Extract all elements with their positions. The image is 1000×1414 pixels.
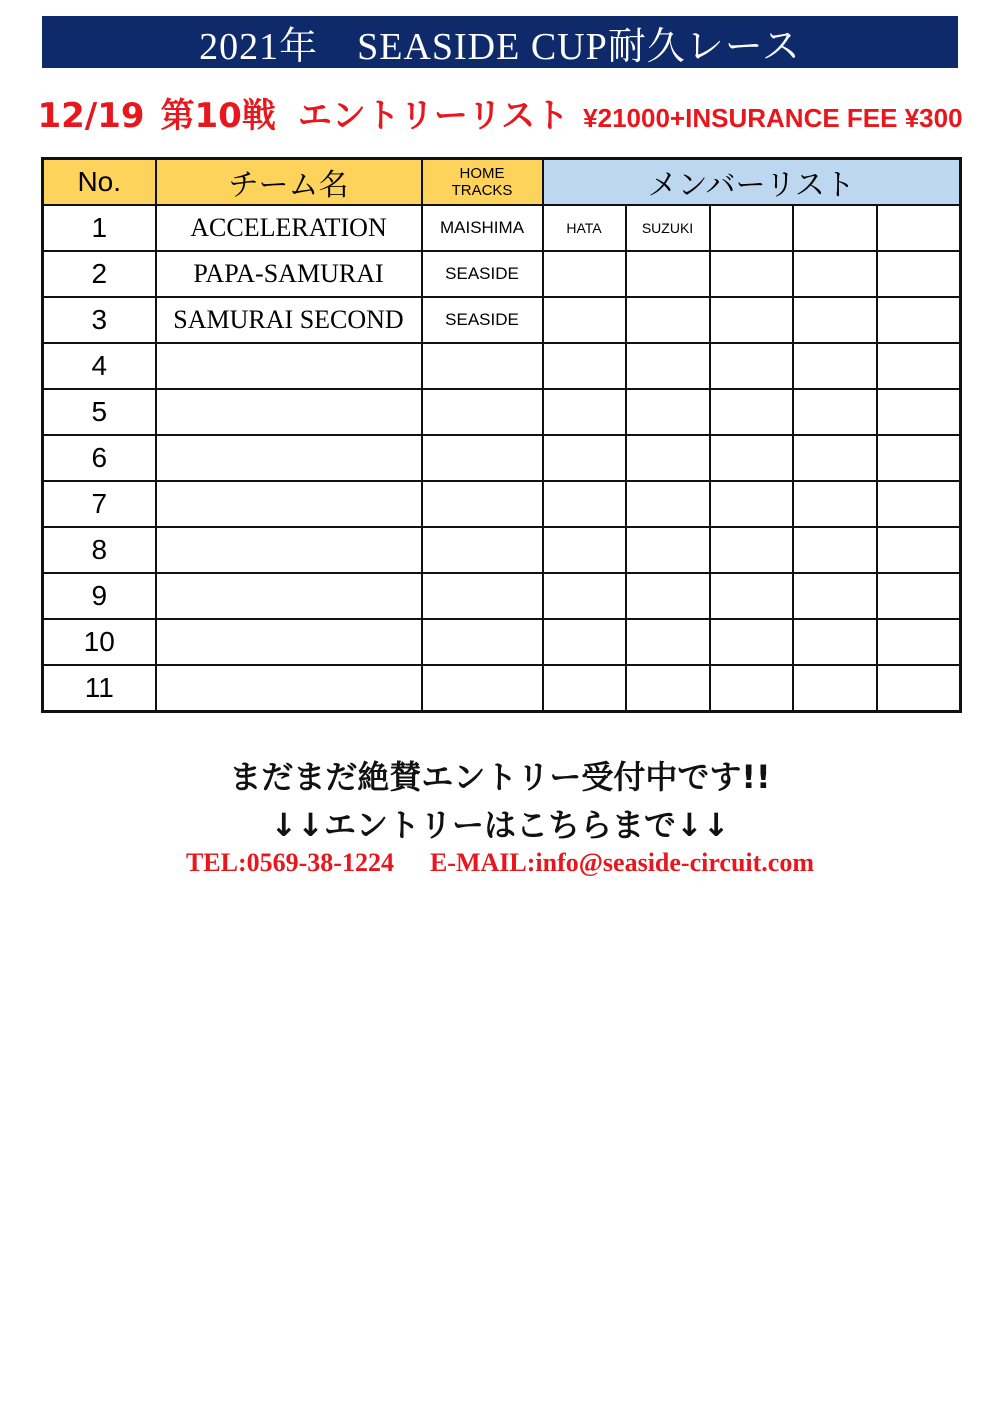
team-name-cell xyxy=(156,481,422,527)
table-row xyxy=(43,619,961,665)
team-name-cell: PAPA-SAMURAI xyxy=(156,251,422,297)
home-track-cell xyxy=(422,343,543,389)
member-cell-1 xyxy=(543,619,626,665)
member-cell-2 xyxy=(626,435,710,481)
row-number: 11 xyxy=(43,665,156,712)
member-cell-3 xyxy=(710,665,793,712)
member-cell-5 xyxy=(877,665,961,712)
member-cell-1 xyxy=(543,343,626,389)
member-cell-1 xyxy=(543,389,626,435)
member-cell-5 xyxy=(877,527,961,573)
header-home-tracks xyxy=(422,159,543,206)
home-track-cell xyxy=(422,435,543,481)
member-cell-5 xyxy=(877,389,961,435)
member-cell-5 xyxy=(877,343,961,389)
member-cell-2 xyxy=(626,619,710,665)
member-cell-5 xyxy=(877,251,961,297)
row-number: 7 xyxy=(43,481,156,527)
member-cell-4 xyxy=(793,297,877,343)
race-date: 12/19 xyxy=(37,96,145,136)
member-cell-2: SUZUKI xyxy=(626,205,710,251)
entry-direction: ↓↓エントリーはこちらまで↓↓ xyxy=(270,806,730,844)
table-row xyxy=(43,297,961,343)
table-row xyxy=(43,343,961,389)
team-name-cell xyxy=(156,343,422,389)
entry-list-table xyxy=(41,157,962,713)
member-cell-1 xyxy=(543,527,626,573)
home-track-cell: SEASIDE xyxy=(422,297,543,343)
member-cell-5 xyxy=(877,619,961,665)
contact-info xyxy=(0,848,1000,878)
member-cell-2 xyxy=(626,343,710,389)
team-name-cell xyxy=(156,527,422,573)
home-track-cell: MAISHIMA xyxy=(422,205,543,251)
member-cell-1: HATA xyxy=(543,205,626,251)
member-cell-1 xyxy=(543,435,626,481)
contact-tel: TEL:0569-38-1224 xyxy=(185,848,394,877)
member-cell-1 xyxy=(543,251,626,297)
team-name-cell xyxy=(156,435,422,481)
member-cell-2 xyxy=(626,251,710,297)
home-track-cell xyxy=(422,481,543,527)
row-number: 1 xyxy=(43,205,156,251)
row-number: 8 xyxy=(43,527,156,573)
event-title: 2021年 SEASIDE CUP耐久レース xyxy=(199,25,801,68)
table-row xyxy=(43,527,961,573)
member-cell-2 xyxy=(626,527,710,573)
home-track-cell: SEASIDE xyxy=(422,251,543,297)
member-cell-3 xyxy=(710,251,793,297)
member-cell-1 xyxy=(543,297,626,343)
team-name-cell xyxy=(156,619,422,665)
member-cell-3 xyxy=(710,205,793,251)
header-team-name: チーム名 xyxy=(156,159,422,206)
table-row xyxy=(43,665,961,712)
member-cell-2 xyxy=(626,665,710,712)
entry-fee: ¥21000+INSURANCE FEE ¥300 xyxy=(583,103,963,133)
event-title-banner xyxy=(42,16,958,68)
member-cell-3 xyxy=(710,481,793,527)
member-cell-2 xyxy=(626,389,710,435)
home-track-cell xyxy=(422,619,543,665)
member-cell-2 xyxy=(626,297,710,343)
contact-email: E-MAIL:info@seaside-circuit.com xyxy=(429,848,815,877)
member-cell-5 xyxy=(877,573,961,619)
entry-list-label: エントリーリスト xyxy=(297,96,570,136)
member-cell-4 xyxy=(793,527,877,573)
team-name-cell xyxy=(156,389,422,435)
member-cell-4 xyxy=(793,665,877,712)
member-cell-4 xyxy=(793,343,877,389)
table-row xyxy=(43,251,961,297)
team-name-cell xyxy=(156,573,422,619)
table-body xyxy=(43,205,961,712)
member-cell-4 xyxy=(793,481,877,527)
home-track-cell xyxy=(422,527,543,573)
race-round: 第10戦 xyxy=(160,96,276,136)
member-cell-5 xyxy=(877,205,961,251)
row-number: 9 xyxy=(43,573,156,619)
row-number: 10 xyxy=(43,619,156,665)
member-cell-3 xyxy=(710,297,793,343)
header-home-line1: HOME xyxy=(459,165,505,182)
row-number: 2 xyxy=(43,251,156,297)
member-cell-5 xyxy=(877,435,961,481)
member-cell-3 xyxy=(710,619,793,665)
member-cell-3 xyxy=(710,343,793,389)
home-track-cell xyxy=(422,665,543,712)
table-header-row xyxy=(43,159,961,206)
entry-call-to-action: まだまだ絶賛エントリー受付中です!! xyxy=(229,758,771,796)
member-cell-4 xyxy=(793,251,877,297)
row-number: 6 xyxy=(43,435,156,481)
member-cell-1 xyxy=(543,573,626,619)
member-cell-4 xyxy=(793,573,877,619)
member-cell-4 xyxy=(793,389,877,435)
header-no: No. xyxy=(43,159,156,206)
header-home-line2: TRACKS xyxy=(451,182,513,199)
row-number: 5 xyxy=(43,389,156,435)
home-track-cell xyxy=(422,389,543,435)
member-cell-2 xyxy=(626,481,710,527)
table-row xyxy=(43,389,961,435)
member-cell-4 xyxy=(793,205,877,251)
table-row xyxy=(43,435,961,481)
team-name-cell xyxy=(156,665,422,712)
member-cell-5 xyxy=(877,481,961,527)
member-cell-3 xyxy=(710,435,793,481)
table-row xyxy=(43,573,961,619)
member-cell-4 xyxy=(793,435,877,481)
member-cell-3 xyxy=(710,573,793,619)
member-cell-4 xyxy=(793,619,877,665)
team-name-cell: ACCELERATION xyxy=(156,205,422,251)
table-row xyxy=(43,481,961,527)
member-cell-5 xyxy=(877,297,961,343)
team-name-cell: SAMURAI SECOND xyxy=(156,297,422,343)
table-row xyxy=(43,205,961,251)
member-cell-3 xyxy=(710,389,793,435)
member-cell-3 xyxy=(710,527,793,573)
member-cell-1 xyxy=(543,665,626,712)
row-number: 4 xyxy=(43,343,156,389)
member-cell-1 xyxy=(543,481,626,527)
row-number: 3 xyxy=(43,297,156,343)
header-member-list: メンバーリスト xyxy=(543,159,961,206)
race-subheading xyxy=(37,88,963,142)
home-track-cell xyxy=(422,573,543,619)
member-cell-2 xyxy=(626,573,710,619)
